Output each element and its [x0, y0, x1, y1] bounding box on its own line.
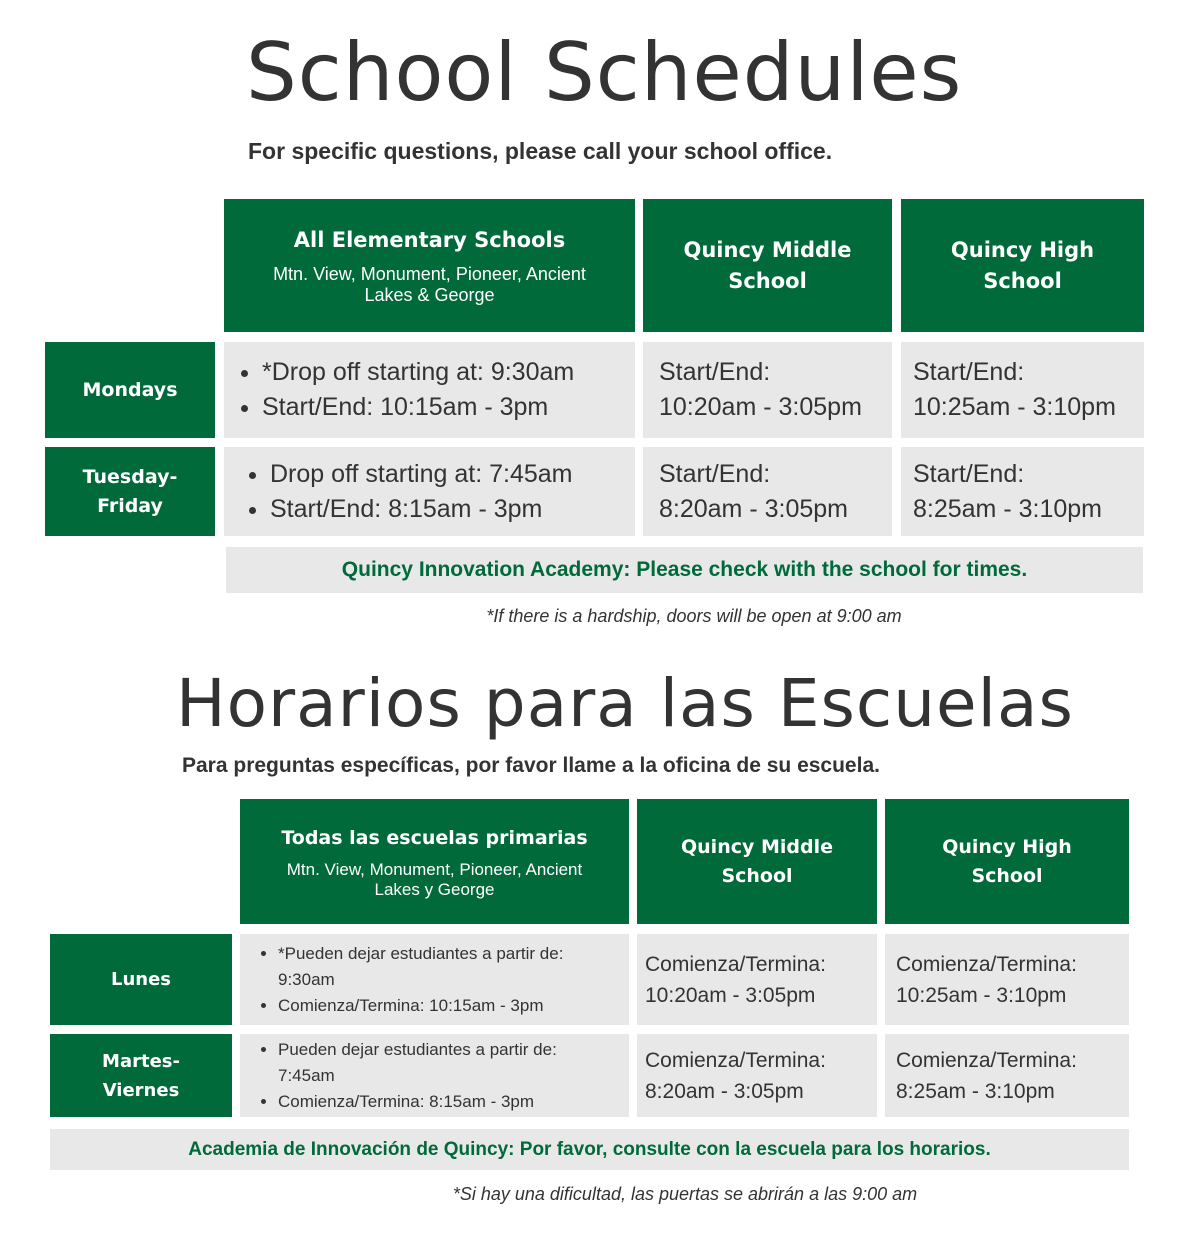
hardship-note-text: *If there is a hardship, doors will be open at 9:00 am [486, 606, 902, 626]
hardship-note-en [0, 604, 1200, 628]
header-elementary-title: All Elementary Schools [293, 228, 566, 252]
header-middle-title: Quincy Middle School [683, 237, 852, 293]
header-high-en [901, 199, 1144, 332]
header-middle-es [637, 799, 877, 924]
row-label-lunes [50, 934, 232, 1025]
row-label-text: Tuesday-Friday [82, 465, 178, 517]
cell-middle-lunes [637, 934, 877, 1025]
row-label-text: Mondays [82, 378, 178, 401]
banner-innovation-academy-es: Academia de Innovación de Quincy: Por favor, consulte con la escuela para los horarios. [50, 1129, 1129, 1170]
header-high-title: Quincy High School [950, 237, 1095, 293]
cell-middle-tuesday-friday [643, 447, 892, 536]
cell-line: Comienza/Termina: [896, 952, 1077, 976]
cell-elementary-tuesday-friday [224, 447, 635, 536]
banner-innovation-academy-en: Quincy Innovation Academy: Please check with the school for times. [226, 547, 1143, 593]
cell-middle-mondays [643, 342, 892, 438]
cell-line: 8:25am - 3:10pm [913, 494, 1102, 523]
header-elementary-es [240, 799, 629, 924]
cell-high-lunes [885, 934, 1129, 1025]
cell-line: Comienza/Termina: [896, 1048, 1077, 1072]
list-item: • *Pueden dejar estudiantes a partir de: 9:30am [278, 941, 608, 993]
cell-line: Start/End: [913, 358, 1025, 386]
list-item: • *Drop off starting at: 9:30am [262, 355, 574, 390]
header-elementary-title: Todas las escuelas primarias [281, 827, 588, 849]
hardship-note-text: *Si hay una dificultad, las puertas se abrirán a las 9:00 am [452, 1184, 918, 1204]
cell-line: Start/End: [913, 459, 1025, 488]
header-elementary-schools: Mtn. View, Monument, Pioneer, Ancient Lakes & George [273, 264, 586, 305]
cell-line: 10:20am - 3:05pm [659, 393, 862, 421]
row-label-text: Martes-Viernes [102, 1050, 180, 1101]
page-subtitle-en: For specific questions, please call your school office. [248, 138, 833, 164]
cell-line: Comienza/Termina: [645, 952, 826, 976]
cell-line: 8:20am - 3:05pm [645, 1079, 804, 1103]
cell-middle-martes-viernes [637, 1034, 877, 1117]
cell-high-tuesday-friday [901, 447, 1144, 536]
cell-line: 8:25am - 3:10pm [896, 1079, 1055, 1103]
hardship-note-es [0, 1182, 1200, 1206]
row-label-tuesday-friday [45, 447, 215, 536]
schedule-list [240, 1037, 608, 1115]
header-high-es [885, 799, 1129, 924]
cell-elementary-lunes [240, 934, 629, 1025]
cell-line: 10:20am - 3:05pm [645, 983, 816, 1007]
row-label-text: Lunes [110, 969, 172, 990]
cell-line: Start/End: [659, 459, 771, 488]
list-item: • Comienza/Termina: 8:15am - 3pm [278, 1089, 608, 1115]
header-high-title: Quincy High School [942, 835, 1072, 887]
page-title-en: School Schedules [246, 26, 963, 119]
list-item: • Pueden dejar estudiantes a partir de: 7:45am [278, 1037, 608, 1089]
list-item: • Drop off starting at: 7:45am [270, 457, 572, 492]
row-label-mondays [45, 342, 215, 438]
header-middle-en [643, 199, 892, 332]
list-item: • Start/End: 10:15am - 3pm [262, 390, 574, 425]
cell-high-martes-viernes [885, 1034, 1129, 1117]
header-elementary-schools: Mtn. View, Monument, Pioneer, Ancient Lakes y George [286, 860, 583, 899]
cell-line: 10:25am - 3:10pm [896, 983, 1067, 1007]
list-item: • Comienza/Termina: 10:15am - 3pm [278, 993, 608, 1019]
cell-elementary-mondays [224, 342, 635, 438]
cell-line: Comienza/Termina: [645, 1048, 826, 1072]
cell-line: 8:20am - 3:05pm [659, 494, 848, 523]
cell-elementary-martes-viernes [240, 1034, 629, 1117]
cell-high-mondays [901, 342, 1144, 438]
page-subtitle-es: Para preguntas específicas, por favor llame a la oficina de su escuela. [182, 754, 880, 777]
schedule-list [224, 355, 574, 425]
cell-line: Start/End: [659, 358, 771, 386]
cell-line: 10:25am - 3:10pm [913, 393, 1116, 421]
schedule-list [240, 941, 608, 1019]
schedule-list [224, 457, 572, 527]
header-middle-title: Quincy Middle School [681, 835, 833, 887]
page-title-es: Horarios para las Escuelas [176, 665, 1074, 742]
header-elementary-en [224, 199, 635, 332]
list-item: • Start/End: 8:15am - 3pm [270, 492, 572, 527]
row-label-martes-viernes [50, 1034, 232, 1117]
